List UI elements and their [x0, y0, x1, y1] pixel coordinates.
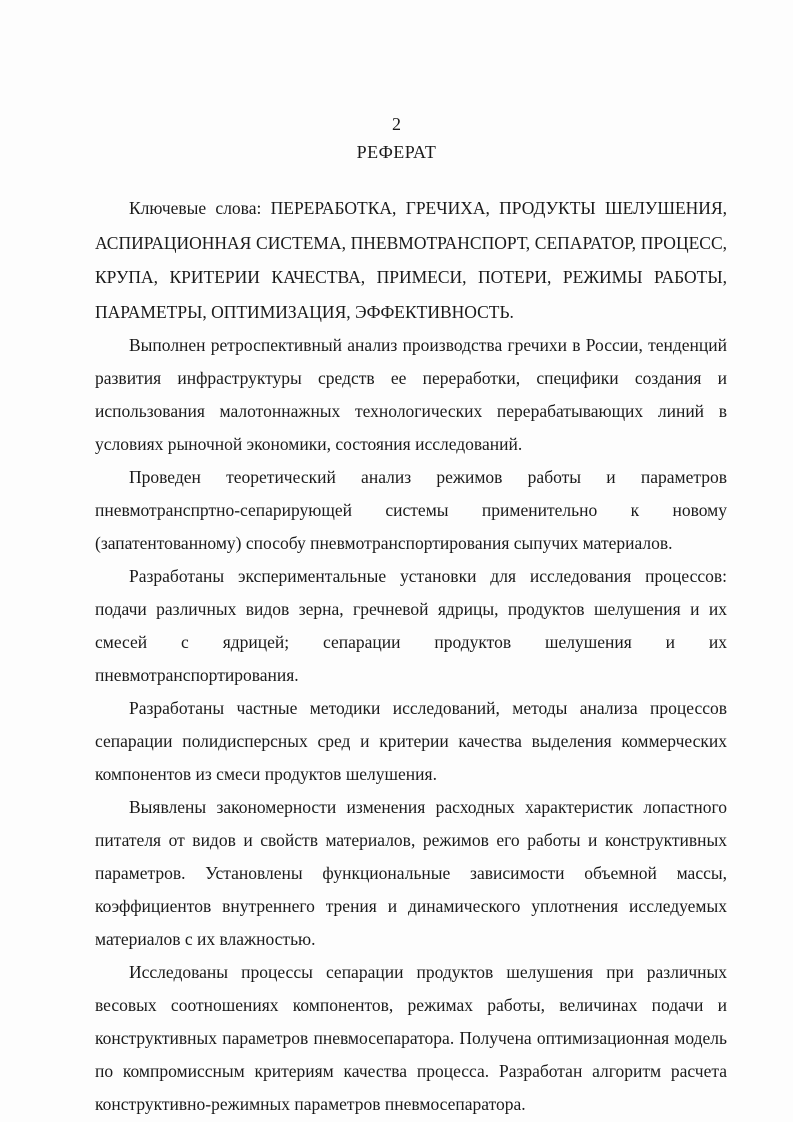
paragraph-theoretical-analysis: Проведен теоретический анализ режимов работы и параметров пневмотранспртно-сепарирующей системы применительно к новому (запатентованному) способу пневмотранспортирования сыпучих материалов. — [95, 467, 727, 553]
page-number: 2 — [392, 114, 401, 134]
paragraph-retrospective-analysis: Выполнен ретроспективный анализ производства гречихи в России, тенденций развития инфраструктуры средств ее переработки, специфики создания и использования малотоннажных технологических перерабатывающих линий в условиях рыночной экономики, состояния исследований. — [95, 335, 727, 454]
keywords-paragraph: Ключевые слова: ПЕРЕРАБОТКА, ГРЕЧИХА, ПРОДУКТЫ ШЕЛУШЕНИЯ, АСПИРАЦИОННАЯ СИСТЕМА, ПНЕВМОТРАНСПОРТ, СЕПАРАТОР, ПРОЦЕСС, КРУПА, КРИТЕРИИ КАЧЕСТВА, ПРИМЕСИ, ПОТЕРИ, РЕЖИМЫ РАБОТЫ, ПАРАМЕТРЫ, ОПТИМИЗАЦИЯ, ЭФФЕКТИВНОСТЬ. — [95, 198, 727, 322]
paragraph-regularities: Выявлены закономерности изменения расходных характеристик лопастного питателя от видов и свойств материалов, режимов его работы и конструктивных параметров. Установлены функциональные зависимости объемной массы, коэффициентов внутреннего трения и динамического уплотнения исследуемых материалов с их влажностью. — [95, 797, 727, 949]
abstract-body — [95, 191, 727, 1121]
paragraph-experimental-setups: Разработаны экспериментальные установки для исследования процессов: подачи различных видов зерна, гречневой ядрицы, продуктов шелушения и их смесей с ядрицей; сепарации продуктов шелушения и их пневмотранспортирования. — [95, 566, 727, 685]
paragraph-separation-research: Исследованы процессы сепарации продуктов шелушения при различных весовых соотношениях компонентов, режимах работы, величинах подачи и конструктивных параметров пневмосепаратора. Получена оптимизационная модель по компромиссным критериям качества процесса. Разработан алгоритм расчета конструктивно-режимных параметров пневмосепаратора. — [95, 962, 727, 1114]
paragraph-methods: Разработаны частные методики исследований, методы анализа процессов сепарации полидисперсных сред и критерии качества выделения коммерческих компонентов из смеси продуктов шелушения. — [95, 698, 727, 784]
page-title: РЕФЕРАТ — [356, 142, 437, 162]
